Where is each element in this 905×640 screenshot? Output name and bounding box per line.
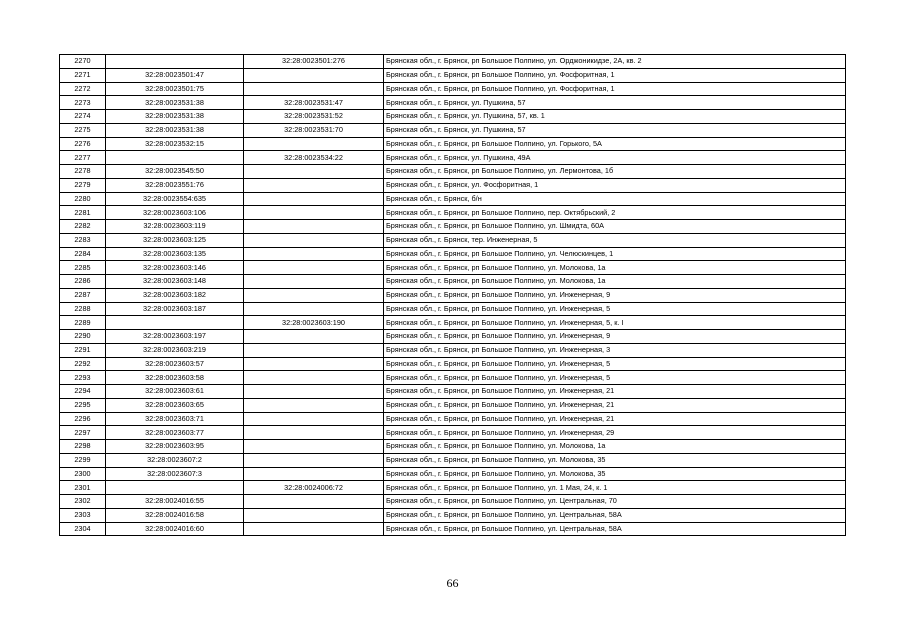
object-cadastral-number-cell xyxy=(244,385,384,399)
row-number-cell: 2294 xyxy=(60,385,106,399)
row-number-cell: 2285 xyxy=(60,261,106,275)
table-row xyxy=(60,275,846,289)
row-number-cell: 2276 xyxy=(60,137,106,151)
address-cell: Брянская обл., г. Брянск, рп Большое Полпино, ул. Инженерная, 5, к. I xyxy=(384,316,846,330)
table-row xyxy=(60,220,846,234)
table-row xyxy=(60,123,846,137)
object-cadastral-number-cell xyxy=(244,495,384,509)
object-cadastral-number-cell: 32:28:0023531:52 xyxy=(244,110,384,124)
row-number-cell: 2280 xyxy=(60,192,106,206)
table-row xyxy=(60,206,846,220)
land-cadastral-number-cell: 32:28:0023531:38 xyxy=(106,123,244,137)
row-number-cell: 2298 xyxy=(60,440,106,454)
row-number-cell: 2281 xyxy=(60,206,106,220)
land-cadastral-number-cell: 32:28:0023603:135 xyxy=(106,247,244,261)
object-cadastral-number-cell: 32:28:0023531:70 xyxy=(244,123,384,137)
table-row xyxy=(60,137,846,151)
object-cadastral-number-cell xyxy=(244,330,384,344)
land-cadastral-number-cell: 32:28:0023603:146 xyxy=(106,261,244,275)
table-row xyxy=(60,343,846,357)
address-cell: Брянская обл., г. Брянск, рп Большое Полпино, ул. Инженерная, 21 xyxy=(384,412,846,426)
row-number-cell: 2296 xyxy=(60,412,106,426)
address-cell: Брянская обл., г. Брянск, рп Большое Полпино, ул. Горького, 5А xyxy=(384,137,846,151)
object-cadastral-number-cell xyxy=(244,508,384,522)
land-cadastral-number-cell: 32:28:0023603:106 xyxy=(106,206,244,220)
object-cadastral-number-cell xyxy=(244,467,384,481)
address-cell: Брянская обл., г. Брянск, рп Большое Полпино, ул. Челюскинцев, 1 xyxy=(384,247,846,261)
table-row xyxy=(60,192,846,206)
land-cadastral-number-cell: 32:28:0023603:219 xyxy=(106,343,244,357)
row-number-cell: 2284 xyxy=(60,247,106,261)
row-number-cell: 2277 xyxy=(60,151,106,165)
table-row xyxy=(60,96,846,110)
land-cadastral-number-cell xyxy=(106,316,244,330)
row-number-cell: 2293 xyxy=(60,371,106,385)
land-cadastral-number-cell: 32:28:0023603:65 xyxy=(106,398,244,412)
row-number-cell: 2292 xyxy=(60,357,106,371)
object-cadastral-number-cell xyxy=(244,137,384,151)
land-cadastral-number-cell: 32:28:0023607:3 xyxy=(106,467,244,481)
object-cadastral-number-cell xyxy=(244,206,384,220)
address-cell: Брянская обл., г. Брянск, рп Большое Полпино, ул. Молокова, 1а xyxy=(384,440,846,454)
table-row xyxy=(60,151,846,165)
document-table-container xyxy=(59,54,845,536)
row-number-cell: 2304 xyxy=(60,522,106,536)
land-cadastral-number-cell: 32:28:0023554:635 xyxy=(106,192,244,206)
row-number-cell: 2299 xyxy=(60,453,106,467)
row-number-cell: 2270 xyxy=(60,55,106,69)
address-cell: Брянская обл., г. Брянск, рп Большое Полпино, ул. Инженерная, 5 xyxy=(384,357,846,371)
row-number-cell: 2274 xyxy=(60,110,106,124)
object-cadastral-number-cell xyxy=(244,261,384,275)
object-cadastral-number-cell xyxy=(244,178,384,192)
row-number-cell: 2288 xyxy=(60,302,106,316)
row-number-cell: 2272 xyxy=(60,82,106,96)
table-row xyxy=(60,233,846,247)
address-cell: Брянская обл., г. Брянск, рп Большое Полпино, ул. Центральная, 58А xyxy=(384,508,846,522)
row-number-cell: 2289 xyxy=(60,316,106,330)
object-cadastral-number-cell xyxy=(244,165,384,179)
table-row xyxy=(60,385,846,399)
land-cadastral-number-cell: 32:28:0023603:71 xyxy=(106,412,244,426)
address-cell: Брянская обл., г. Брянск, рп Большое Полпино, ул. Молокова, 1а xyxy=(384,261,846,275)
table-row xyxy=(60,357,846,371)
table-row xyxy=(60,481,846,495)
object-cadastral-number-cell xyxy=(244,275,384,289)
land-cadastral-number-cell xyxy=(106,481,244,495)
row-number-cell: 2286 xyxy=(60,275,106,289)
row-number-cell: 2295 xyxy=(60,398,106,412)
address-cell: Брянская обл., г. Брянск, рп Большое Полпино, ул. Центральная, 58А xyxy=(384,522,846,536)
address-cell: Брянская обл., г. Брянск, ул. Пушкина, 57 xyxy=(384,96,846,110)
object-cadastral-number-cell: 32:28:0023534:22 xyxy=(244,151,384,165)
land-cadastral-number-cell: 32:28:0023603:187 xyxy=(106,302,244,316)
table-body xyxy=(60,55,846,536)
row-number-cell: 2287 xyxy=(60,288,106,302)
object-cadastral-number-cell xyxy=(244,247,384,261)
address-cell: Брянская обл., г. Брянск, рп Большое Полпино, ул. Фосфоритная, 1 xyxy=(384,82,846,96)
land-cadastral-number-cell: 32:28:0024016:60 xyxy=(106,522,244,536)
land-cadastral-number-cell: 32:28:0023501:75 xyxy=(106,82,244,96)
row-number-cell: 2302 xyxy=(60,495,106,509)
address-cell: Брянская обл., г. Брянск, рп Большое Полпино, ул. Молокова, 35 xyxy=(384,467,846,481)
address-cell: Брянская обл., г. Брянск, рп Большое Полпино, ул. Инженерная, 9 xyxy=(384,288,846,302)
table-row xyxy=(60,495,846,509)
address-cell: Брянская обл., г. Брянск, тер. Инженерная, 5 xyxy=(384,233,846,247)
object-cadastral-number-cell xyxy=(244,412,384,426)
land-cadastral-number-cell xyxy=(106,151,244,165)
object-cadastral-number-cell xyxy=(244,302,384,316)
land-cadastral-number-cell: 32:28:0023607:2 xyxy=(106,453,244,467)
row-number-cell: 2283 xyxy=(60,233,106,247)
land-cadastral-number-cell: 32:28:0023531:38 xyxy=(106,96,244,110)
row-number-cell: 2282 xyxy=(60,220,106,234)
table-row xyxy=(60,508,846,522)
table-row xyxy=(60,398,846,412)
table-row xyxy=(60,110,846,124)
object-cadastral-number-cell xyxy=(244,82,384,96)
address-cell: Брянская обл., г. Брянск, ул. Пушкина, 57 xyxy=(384,123,846,137)
object-cadastral-number-cell xyxy=(244,357,384,371)
address-cell: Брянская обл., г. Брянск, рп Большое Полпино, ул. Орджоникидзе, 2А, кв. 2 xyxy=(384,55,846,69)
address-cell: Брянская обл., г. Брянск, б/н xyxy=(384,192,846,206)
table-row xyxy=(60,467,846,481)
land-cadastral-number-cell: 32:28:0023603:148 xyxy=(106,275,244,289)
object-cadastral-number-cell: 32:28:0023501:276 xyxy=(244,55,384,69)
object-cadastral-number-cell: 32:28:0024006:72 xyxy=(244,481,384,495)
land-cadastral-number-cell: 32:28:0023603:182 xyxy=(106,288,244,302)
object-cadastral-number-cell xyxy=(244,426,384,440)
address-cell: Брянская обл., г. Брянск, рп Большое Полпино, ул. Инженерная, 5 xyxy=(384,371,846,385)
land-cadastral-number-cell: 32:28:0023532:15 xyxy=(106,137,244,151)
address-cell: Брянская обл., г. Брянск, рп Большое Полпино, ул. Центральная, 70 xyxy=(384,495,846,509)
object-cadastral-number-cell xyxy=(244,440,384,454)
table-row xyxy=(60,178,846,192)
row-number-cell: 2278 xyxy=(60,165,106,179)
object-cadastral-number-cell xyxy=(244,398,384,412)
address-cell: Брянская обл., г. Брянск, рп Большое Полпино, ул. Шмидта, 60А xyxy=(384,220,846,234)
land-cadastral-number-cell: 32:28:0023603:197 xyxy=(106,330,244,344)
table-row xyxy=(60,426,846,440)
address-cell: Брянская обл., г. Брянск, рп Большое Полпино, пер. Октябрьский, 2 xyxy=(384,206,846,220)
row-number-cell: 2279 xyxy=(60,178,106,192)
object-cadastral-number-cell xyxy=(244,233,384,247)
table-row xyxy=(60,165,846,179)
object-cadastral-number-cell xyxy=(244,343,384,357)
object-cadastral-number-cell: 32:28:0023603:190 xyxy=(244,316,384,330)
table-row xyxy=(60,55,846,69)
address-cell: Брянская обл., г. Брянск, ул. Пушкина, 57, кв. 1 xyxy=(384,110,846,124)
object-cadastral-number-cell xyxy=(244,288,384,302)
object-cadastral-number-cell xyxy=(244,192,384,206)
address-cell: Брянская обл., г. Брянск, ул. Фосфоритная, 1 xyxy=(384,178,846,192)
land-cadastral-number-cell: 32:28:0023501:47 xyxy=(106,68,244,82)
address-cell: Брянская обл., г. Брянск, рп Большое Полпино, ул. Лермонтова, 1б xyxy=(384,165,846,179)
land-cadastral-number-cell: 32:28:0023551:76 xyxy=(106,178,244,192)
address-cell: Брянская обл., г. Брянск, рп Большое Полпино, ул. Молокова, 1а xyxy=(384,275,846,289)
table-row xyxy=(60,453,846,467)
land-cadastral-number-cell: 32:28:0023603:95 xyxy=(106,440,244,454)
object-cadastral-number-cell xyxy=(244,522,384,536)
address-cell: Брянская обл., г. Брянск, рп Большое Полпино, ул. Инженерная, 21 xyxy=(384,385,846,399)
table-row xyxy=(60,522,846,536)
object-cadastral-number-cell: 32:28:0023531:47 xyxy=(244,96,384,110)
row-number-cell: 2291 xyxy=(60,343,106,357)
table-row xyxy=(60,330,846,344)
object-cadastral-number-cell xyxy=(244,68,384,82)
land-cadastral-number-cell: 32:28:0023603:125 xyxy=(106,233,244,247)
address-cell: Брянская обл., г. Брянск, рп Большое Полпино, ул. Инженерная, 9 xyxy=(384,330,846,344)
land-cadastral-number-cell: 32:28:0023603:58 xyxy=(106,371,244,385)
table-row xyxy=(60,247,846,261)
land-cadastral-number-cell: 32:28:0023545:50 xyxy=(106,165,244,179)
land-cadastral-number-cell xyxy=(106,55,244,69)
table-row xyxy=(60,288,846,302)
row-number-cell: 2273 xyxy=(60,96,106,110)
address-cell: Брянская обл., г. Брянск, рп Большое Полпино, ул. Инженерная, 29 xyxy=(384,426,846,440)
table-row xyxy=(60,82,846,96)
table-row xyxy=(60,371,846,385)
land-cadastral-number-cell: 32:28:0023531:38 xyxy=(106,110,244,124)
address-cell: Брянская обл., г. Брянск, рп Большое Полпино, ул. Инженерная, 3 xyxy=(384,343,846,357)
row-number-cell: 2290 xyxy=(60,330,106,344)
address-cell: Брянская обл., г. Брянск, рп Большое Полпино, ул. Инженерная, 5 xyxy=(384,302,846,316)
object-cadastral-number-cell xyxy=(244,220,384,234)
table-row xyxy=(60,261,846,275)
page-number: 66 xyxy=(446,576,459,590)
address-cell: Брянская обл., г. Брянск, рп Большое Полпино, ул. Инженерная, 21 xyxy=(384,398,846,412)
land-cadastral-number-cell: 32:28:0024016:55 xyxy=(106,495,244,509)
row-number-cell: 2297 xyxy=(60,426,106,440)
table-row xyxy=(60,316,846,330)
object-cadastral-number-cell xyxy=(244,453,384,467)
table-row xyxy=(60,440,846,454)
table-row xyxy=(60,68,846,82)
land-cadastral-number-cell: 32:28:0023603:61 xyxy=(106,385,244,399)
row-number-cell: 2301 xyxy=(60,481,106,495)
row-number-cell: 2300 xyxy=(60,467,106,481)
table-row xyxy=(60,412,846,426)
address-cell: Брянская обл., г. Брянск, ул. Пушкина, 49А xyxy=(384,151,846,165)
address-cell: Брянская обл., г. Брянск, рп Большое Полпино, ул. Молокова, 35 xyxy=(384,453,846,467)
row-number-cell: 2303 xyxy=(60,508,106,522)
table-row xyxy=(60,302,846,316)
land-cadastral-number-cell: 32:28:0023603:57 xyxy=(106,357,244,371)
land-cadastral-number-cell: 32:28:0023603:77 xyxy=(106,426,244,440)
row-number-cell: 2271 xyxy=(60,68,106,82)
address-cell: Брянская обл., г. Брянск, рп Большое Полпино, ул. Фосфоритная, 1 xyxy=(384,68,846,82)
address-cell: Брянская обл., г. Брянск, рп Большое Полпино, ул. 1 Мая, 24, к. 1 xyxy=(384,481,846,495)
land-cadastral-number-cell: 32:28:0024016:58 xyxy=(106,508,244,522)
row-number-cell: 2275 xyxy=(60,123,106,137)
cadastral-table xyxy=(59,54,846,536)
object-cadastral-number-cell xyxy=(244,371,384,385)
land-cadastral-number-cell: 32:28:0023603:119 xyxy=(106,220,244,234)
